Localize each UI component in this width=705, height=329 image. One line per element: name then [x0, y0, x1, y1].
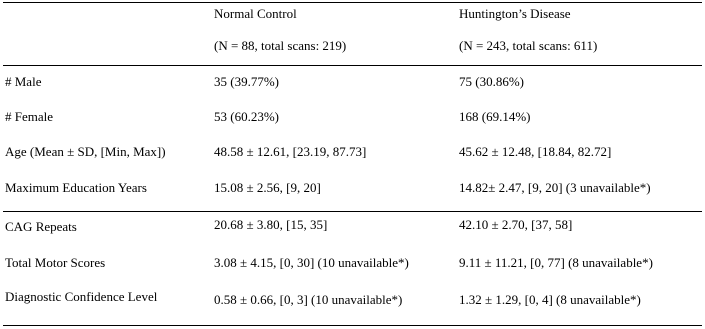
row-hd-female: 168 (69.14%) — [459, 109, 531, 124]
row-normal-age: 48.58 ± 12.61, [23.19, 87.73] — [214, 144, 367, 159]
row-label-dcl: Diagnostic Confidence Level — [5, 289, 158, 304]
row-hd-education: 14.82± 2.47, [9, 20] (3 unavailable*) — [459, 180, 651, 195]
header-bottom-rule — [3, 65, 702, 66]
row-normal-motor: 3.08 ± 4.15, [0, 30] (10 unavailable*) — [214, 255, 409, 270]
row-label-male: # Male — [5, 74, 42, 89]
row-normal-education: 15.08 ± 2.56, [9, 20] — [214, 180, 321, 195]
row-hd-age: 45.62 ± 12.48, [18.84, 82.72] — [459, 144, 612, 159]
section-divider-rule — [3, 211, 702, 212]
table-top-rule — [3, 2, 702, 3]
row-normal-dcl: 0.58 ± 0.66, [0, 3] (10 unavailable*) — [214, 292, 403, 307]
row-normal-male: 35 (39.77%) — [214, 74, 279, 89]
row-normal-cag: 20.68 ± 3.80, [15, 35] — [214, 217, 328, 232]
row-label-education: Maximum Education Years — [5, 180, 147, 195]
row-label-age: Age (Mean ± SD, [Min, Max]) — [5, 144, 166, 159]
row-label-motor: Total Motor Scores — [5, 255, 106, 270]
header-normal-control-subtitle: (N = 88, total scans: 219) — [214, 38, 347, 53]
row-hd-dcl: 1.32 ± 1.29, [0, 4] (8 unavailable*) — [459, 292, 641, 307]
row-normal-female: 53 (60.23%) — [214, 109, 279, 124]
header-huntingtons-title: Huntington’s Disease — [459, 6, 571, 21]
header-huntingtons-subtitle: (N = 243, total scans: 611) — [459, 38, 598, 53]
table-bottom-rule — [3, 325, 702, 326]
row-hd-cag: 42.10 ± 2.70, [37, 58] — [459, 217, 573, 232]
row-label-cag: CAG Repeats — [5, 219, 77, 234]
row-hd-male: 75 (30.86%) — [459, 74, 524, 89]
header-normal-control-title: Normal Control — [214, 6, 297, 21]
row-label-female: # Female — [5, 109, 54, 124]
row-hd-motor: 9.11 ± 11.21, [0, 77] (8 unavailable*) — [459, 255, 653, 270]
